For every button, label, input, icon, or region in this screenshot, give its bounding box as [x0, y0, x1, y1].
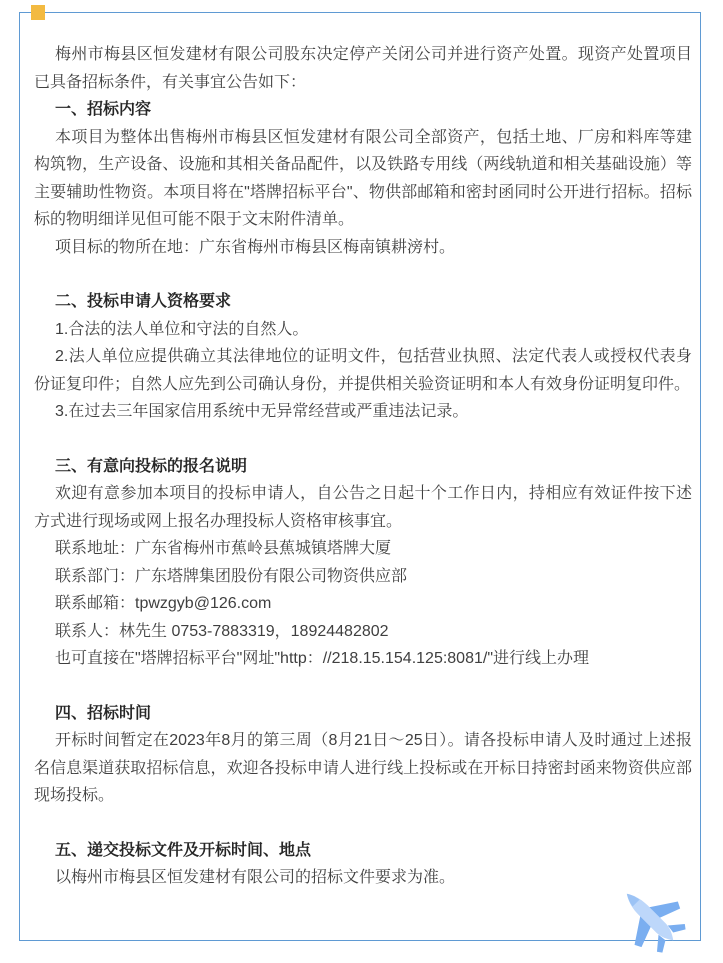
announcement-body [34, 41, 692, 892]
contact-address-line: 联系地址：广东省梅州市蕉岭县蕉城镇塔牌大厦 [55, 540, 392, 557]
section-1-heading: 一、招标内容 [55, 101, 152, 118]
project-location-line: 项目标的物所在地：广东省梅州市梅县区梅南镇耕滂村。 [55, 238, 456, 256]
bid-time-paragraph: 开标时间暂定在2023年8月的第三周（8月21日～25日）。请各投标申请人及时通过上述报名信息渠道获取招标信息，欢迎各投标申请人进行线上投标或在开标日持密封函来物资供应部现场投标。 [34, 732, 692, 804]
corner-accent-square-icon [31, 5, 45, 20]
bid-submission-paragraph: 以梅州市梅县区恒发建材有限公司的招标文件要求为准。 [55, 869, 456, 886]
online-platform-line: 也可直接在"塔牌招标平台"网址"http：//218.15.154.125:8081/"进行线上办理 [55, 650, 590, 667]
section-3-heading: 三、有意向投标的报名说明 [55, 457, 248, 475]
section-1-paragraph: 本项目为整体出售梅州市梅县区恒发建材有限公司全部资产，包括土地、厂房和料库等建构筑物，生产设备、设施和其相关备品配件，以及铁路专用线（两线轨道和相关基础设施）等主要辅助性物资。本项目将在"塔牌招标平台"、物供部邮箱和密封函同时公开进行招标。招标标的物明细详见但可能不限于文末附件清单。 [34, 128, 692, 228]
section-4-heading: 四、招标时间 [55, 704, 152, 722]
intro-paragraph: 梅州市梅县区恒发建材有限公司股东决定停产关闭公司并进行资产处置。现资产处置项目已具备招标条件，有关事宜公告如下： [34, 46, 692, 91]
qualification-item-2: 2.法人单位应提供确立其法律地位的证明文件，包括营业执照、法定代表人或授权代表身份证复印件；自然人应先到公司确认身份，并提供相关验资证明和本人有效身份证明复印件。 [34, 348, 692, 393]
contact-department-line: 联系部门：广东塔牌集团股份有限公司物资供应部 [55, 567, 408, 585]
document-frame [19, 12, 701, 941]
contact-person-line: 联系人：林先生 0753-7883319，18924482802 [55, 622, 389, 640]
qualification-item-3: 3.在过去三年国家信用系统中无异常经营或严重违法记录。 [55, 403, 469, 420]
section-5-heading: 五、递交投标文件及开标时间、地点 [55, 841, 312, 859]
qualification-item-1: 1.合法的法人单位和守法的自然人。 [55, 320, 309, 338]
section-2-heading: 二、投标申请人资格要求 [55, 293, 232, 310]
contact-email-line: 联系邮箱：tpwzgyb@126.com [55, 595, 272, 612]
registration-paragraph: 欢迎有意参加本项目的投标申请人，自公告之日起十个工作日内，持相应有效证件按下述方式进行现场或网上报名办理投标人资格审核事宜。 [34, 485, 692, 530]
